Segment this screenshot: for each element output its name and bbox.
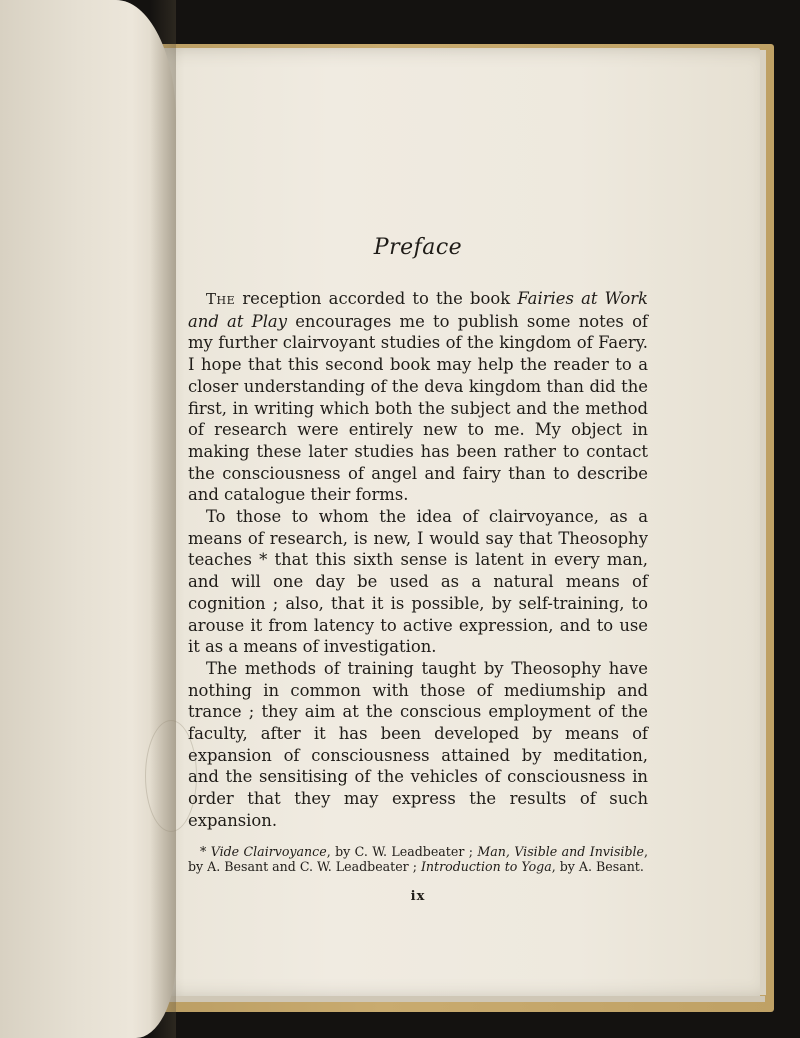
paragraph bbox=[188, 658, 648, 832]
text-segment: To those to whom the idea of clairvoyance, as a means of research, is new, I would say that Theosophy teaches * that this sixth sense is latent in every man, and will one day be used as a natural means of cognition ; also, that it is possible, by self-training, to arouse it from latency to active expression, and to use it as a means of investigation. bbox=[188, 507, 648, 657]
page-content bbox=[188, 235, 648, 904]
text-segment: Fairies at Work and at Play bbox=[188, 289, 648, 331]
footnote-segment: Introduction to Yoga bbox=[420, 859, 552, 875]
preface-body bbox=[188, 288, 648, 832]
text-segment: reception accorded to the book bbox=[235, 289, 518, 308]
paragraph bbox=[188, 288, 648, 506]
footnote-segment: , by C. W. Leadbeater ; bbox=[326, 843, 478, 859]
text-segment: The methods of training taught by Theosophy have nothing in common with those of mediumship and trance ; they aim at the conscious employment of the faculty, after it has been developed by means of expansion of consciousness attained by meditation, and the sensitising of the vehicles of consciousness in order that they may express the results of such expansion. bbox=[188, 658, 648, 830]
footnote-segment: Vide Clairvoyance bbox=[210, 843, 327, 859]
footnote bbox=[188, 844, 648, 875]
lead-word: The bbox=[206, 290, 236, 308]
text-segment: encourages me to publish some notes of my further clairvoyant studies of the kingdom of Faery. I hope that this second book may help the reader to a closer understanding of the deva kingdom than did the first, in writing which both the subject and the method of research were entirely new to me. My object in making these later studies has been rather to contact the consciousness of angel and fairy than to describe and catalogue their forms. bbox=[188, 311, 648, 505]
left-page-curl bbox=[0, 0, 176, 1038]
page-title: Preface bbox=[373, 235, 463, 260]
footnote-segment: , by A. Besant and C. W. Leadbeater ; bbox=[188, 843, 648, 875]
footnote-segment: Man, Visible and Invisible bbox=[477, 843, 644, 859]
page-fore-edge bbox=[760, 50, 766, 995]
page-number: ix bbox=[410, 888, 426, 904]
footnote-segment: , by A. Besant. bbox=[551, 859, 644, 875]
footnote-mark: * bbox=[200, 843, 207, 859]
page-bottom-edge bbox=[150, 996, 765, 1002]
paragraph bbox=[188, 506, 648, 658]
